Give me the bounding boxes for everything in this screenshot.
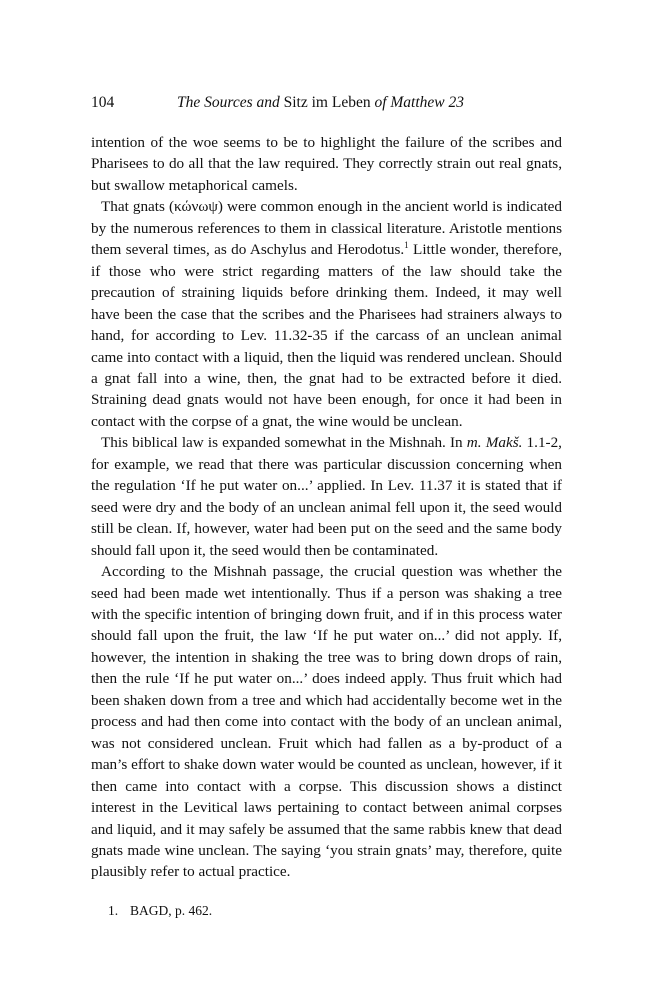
paragraph [91,196,562,432]
running-head [91,92,562,114]
running-title-part: Sitz [283,94,308,111]
paragraph-text: That gnats (κώνωψ) were common enough in the ancient world is indicated by the numerous references to them in classical literature. Aristotle mentions them several times, as do Aschylus and Herodotus. [91,198,562,259]
paragraph-text: 1.1-2, for example, we read that there was particular discussion concerning when the regulation ‘If he put water on...’ applied. In Lev. 11.37 it is stated that if seed were dry and the body of an unclean animal fell upon it, the seed would still be clean. If, however, water had been put on the seed and the same body should fall upon it, the seed would then be contaminated. [91,434,562,559]
page-number: 104 [91,94,115,111]
footnote [108,902,562,920]
body-text [91,132,562,883]
footnote-reference[interactable]: 1 [404,240,409,251]
running-title-part: of Matthew 23 [374,94,465,111]
paragraph: intention of the woe seems to be to highlight the failure of the scribes and Pharisees to do all that the law required. They correctly strain out real gnats, but swallow metaphorical camels. [91,134,562,194]
running-title-part: im Leben [307,94,375,111]
paragraph-text: Little wonder, therefore, if those who were strict regarding matters of the law should take the precaution of straining liquids before drinking them. Indeed, it may well have been the case that the scribes and the Pharisees had strainers always to hand, for according to Lev. 11.32-35 if the carcass of an unclean animal came into contact with a liquid, then the liquid was rendered unclean. Should a gnat fall into a wine, then, the gnat had to be extracted before it died. Straining dead gnats would not have been enough, for once it had been in contact with the corpse of a gnat, the wine would be unclean. [91,241,563,430]
running-title [177,92,464,114]
paragraph [91,432,562,561]
paragraph: According to the Mishnah passage, the crucial question was whether the seed had been made wet intentionally. Thus if a person was shaking a tree with the specific intention of bringing down fruit, and if in this process water should fall upon the fruit, the law ‘If he put water on...’ did not apply. If, however, the intention in shaking the tree was to bring down drops of rain, then the rule ‘If he put water on...’ does indeed apply. Thus fruit which had been shaken down from a tree and which had accidentally become wet in the process and had then come into contact with the body of an unclean animal, was not considered unclean. Fruit which had fallen as a by-product of a man’s effort to shake down water would be counted as unclean, however, if it then came into contact with a corpse. This discussion shows a distinct interest in the Levitical laws pertaining to contact between animal corpses and liquid, and it may safely be assumed that the same rabbis knew that dead gnats made wine unclean. The saying ‘you strain gnats’ may, therefore, quite plausibly refer to actual practice. [91,563,562,881]
citation-reference: m. Makš. [466,434,523,452]
paragraph-text: This biblical law is expanded somewhat in the Mishnah. In [101,434,467,452]
footnote-number: 1. [108,902,119,918]
footnotes [91,902,562,920]
running-title-part: The Sources and [177,94,284,111]
book-page [91,92,562,920]
footnote-text: BAGD, p. 462. [130,902,213,918]
